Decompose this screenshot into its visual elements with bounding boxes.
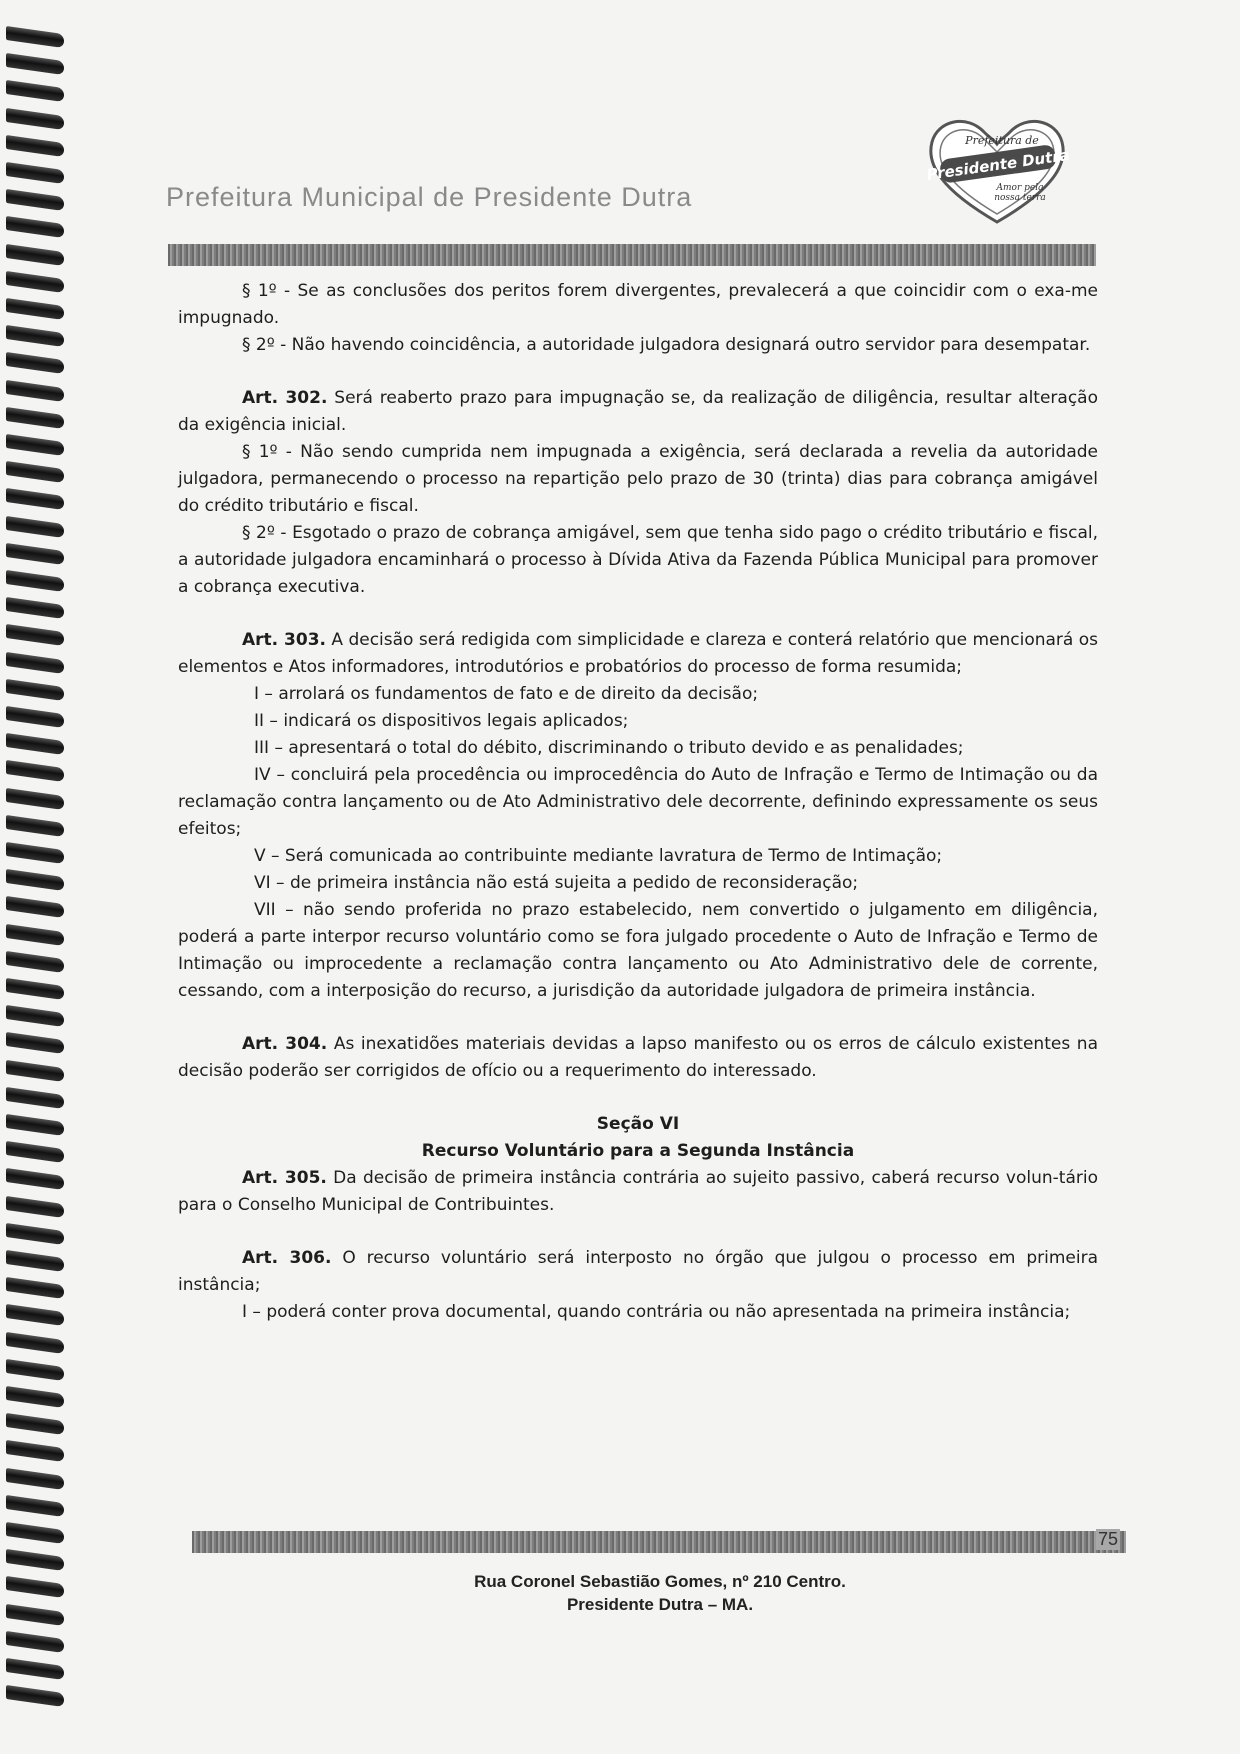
item-303-v: V – Será comunicada ao contribuinte mediante lavratura de Termo de Intimação; bbox=[254, 846, 943, 866]
binding-ring bbox=[6, 624, 64, 646]
binding-ring bbox=[6, 652, 64, 674]
logo-line-1: Prefeitura de bbox=[965, 134, 1039, 147]
binding-ring bbox=[6, 1114, 64, 1136]
paragraph-302-2: § 2º - Esgotado o prazo de cobrança amigável, sem que tenha sido pago o crédito tributário e fiscal, a autoridade julgadora encaminhará o processo à Dívida Ativa da Fazenda Pública Municipal para promover a cobrança executiva. bbox=[178, 523, 1098, 597]
binding-ring bbox=[6, 298, 64, 320]
binding-ring bbox=[6, 488, 64, 510]
logo-line-2: Presidente Dutra bbox=[925, 145, 1071, 184]
binding-ring bbox=[6, 516, 64, 538]
paragraph-2: § 2º - Não havendo coincidência, a autoridade julgadora designará outro servidor para desempatar. bbox=[242, 335, 1091, 355]
binding-ring bbox=[6, 1359, 64, 1381]
binding-ring bbox=[6, 189, 64, 211]
binding-ring bbox=[6, 244, 64, 266]
binding-ring bbox=[6, 896, 64, 918]
binding-ring bbox=[6, 1685, 64, 1707]
binding-ring bbox=[6, 570, 64, 592]
binding-ring bbox=[6, 135, 64, 157]
section-number: Seção VI bbox=[596, 1114, 680, 1134]
binding-ring bbox=[6, 1005, 64, 1027]
municipal-logo bbox=[922, 110, 1072, 230]
item-303-ii: II – indicará os dispositivos legais aplicados; bbox=[254, 711, 629, 731]
binding-ring bbox=[6, 1631, 64, 1653]
document-body bbox=[178, 278, 1098, 1326]
logo-line-4: nossa terra bbox=[994, 193, 1046, 203]
binding-ring bbox=[6, 679, 64, 701]
footer-address bbox=[0, 1570, 1240, 1616]
binding-ring bbox=[6, 434, 64, 456]
binding-ring bbox=[6, 706, 64, 728]
binding-ring bbox=[6, 1440, 64, 1462]
binding-ring bbox=[6, 597, 64, 619]
article-302: Art. 302. Será reaberto prazo para impugnação se, da realização de diligência, resultar alteração da exigência inicial. bbox=[178, 388, 1098, 435]
section-heading bbox=[178, 1111, 1098, 1165]
binding-ring bbox=[6, 1658, 64, 1680]
spiral-binding bbox=[0, 30, 70, 1730]
binding-ring bbox=[6, 842, 64, 864]
binding-ring bbox=[6, 1060, 64, 1082]
item-303-iv: IV – concluirá pela procedência ou improcedência do Auto de Infração e Termo de Intimação ou da reclamação contra lançamento ou de Ato Administrativo dele decorrente, definindo expressamente os seus efeitos; bbox=[178, 765, 1098, 839]
article-306: Art. 306. O recurso voluntário será interposto no órgão que julgou o processo em primeira instância; bbox=[178, 1248, 1098, 1295]
header-bar bbox=[168, 244, 1096, 266]
footer-line-1: Rua Coronel Sebastião Gomes, nº 210 Centro. bbox=[474, 1572, 846, 1591]
binding-ring bbox=[6, 1168, 64, 1190]
binding-ring bbox=[6, 788, 64, 810]
binding-ring bbox=[6, 1332, 64, 1354]
binding-ring bbox=[6, 1495, 64, 1517]
footer-line-2: Presidente Dutra – MA. bbox=[566, 1595, 754, 1614]
binding-ring bbox=[6, 951, 64, 973]
binding-ring bbox=[6, 1386, 64, 1408]
header-title: Prefeitura Municipal de Presidente Dutra bbox=[166, 182, 693, 212]
binding-ring bbox=[6, 162, 64, 184]
binding-ring bbox=[6, 26, 64, 48]
binding-ring bbox=[6, 978, 64, 1000]
item-303-iii: III – apresentará o total do débito, discriminando o tributo devido e as penalidades; bbox=[254, 738, 964, 758]
binding-ring bbox=[6, 1032, 64, 1054]
binding-ring bbox=[6, 1413, 64, 1435]
page-number: 75 bbox=[1097, 1529, 1118, 1549]
article-304: Art. 304. As inexatidões materiais devidas a lapso manifesto ou os erros de cálculo existentes na decisão poderão ser corrigidos de ofício ou a requerimento do interessado. bbox=[178, 1034, 1098, 1081]
footer-bar bbox=[192, 1531, 1126, 1553]
paragraph-1: § 1º - Se as conclusões dos peritos forem divergentes, prevalecerá a que coincidir com o exa-me impugnado. bbox=[178, 281, 1098, 328]
item-306-i: I – poderá conter prova documental, quando contrária ou não apresentada na primeira instância; bbox=[242, 1302, 1071, 1322]
binding-ring bbox=[6, 869, 64, 891]
binding-ring bbox=[6, 461, 64, 483]
binding-ring bbox=[6, 733, 64, 755]
binding-ring bbox=[6, 1522, 64, 1544]
logo-line-3: Amor pela bbox=[996, 183, 1044, 193]
binding-ring bbox=[6, 108, 64, 130]
binding-ring bbox=[6, 53, 64, 75]
binding-ring bbox=[6, 407, 64, 429]
item-303-vii: VII – não sendo proferida no prazo estabelecido, nem convertido o julgamento em diligência, poderá a parte interpor recurso voluntário como se fora julgado procedente o Auto de Infração e Termo de Intimação ou improcedente a reclamação contra lançamento ou Ato Administrativo dele de corrente, cessando, com a interposição do recurso, a jurisdição da autoridade julgadora de primeira instância. bbox=[178, 900, 1098, 1001]
item-303-vi: VI – de primeira instância não está sujeita a pedido de reconsideração; bbox=[254, 873, 859, 893]
binding-ring bbox=[6, 352, 64, 374]
article-305: Art. 305. Da decisão de primeira instância contrária ao sujeito passivo, caberá recurso volun-tário para o Conselho Municipal de Contribuintes. bbox=[178, 1168, 1098, 1215]
paragraph-302-1: § 1º - Não sendo cumprida nem impugnada a exigência, será declarada a revelia da autoridade julgadora, permanecendo o processo na repartição pelo prazo de 30 (trinta) dias para cobrança amigável do crédito tributário e fiscal. bbox=[178, 442, 1098, 516]
binding-ring bbox=[6, 1250, 64, 1272]
binding-ring bbox=[6, 271, 64, 293]
section-title: Recurso Voluntário para a Segunda Instância bbox=[421, 1141, 855, 1161]
article-303: Art. 303. A decisão será redigida com simplicidade e clareza e conterá relatório que mencionará os elementos e Atos informadores, introdutórios e probatórios do processo de forma resumida; bbox=[178, 630, 1098, 677]
binding-ring bbox=[6, 1277, 64, 1299]
binding-ring bbox=[6, 1304, 64, 1326]
binding-ring bbox=[6, 1468, 64, 1490]
binding-ring bbox=[6, 1087, 64, 1109]
binding-ring bbox=[6, 1196, 64, 1218]
binding-ring bbox=[6, 924, 64, 946]
binding-ring bbox=[6, 815, 64, 837]
binding-ring bbox=[6, 760, 64, 782]
binding-ring bbox=[6, 380, 64, 402]
binding-ring bbox=[6, 216, 64, 238]
binding-ring bbox=[6, 325, 64, 347]
binding-ring bbox=[6, 1141, 64, 1163]
binding-ring bbox=[6, 80, 64, 102]
binding-ring bbox=[6, 1549, 64, 1571]
binding-ring bbox=[6, 543, 64, 565]
binding-ring bbox=[6, 1223, 64, 1245]
item-303-i: I – arrolará os fundamentos de fato e de direito da decisão; bbox=[254, 684, 759, 704]
